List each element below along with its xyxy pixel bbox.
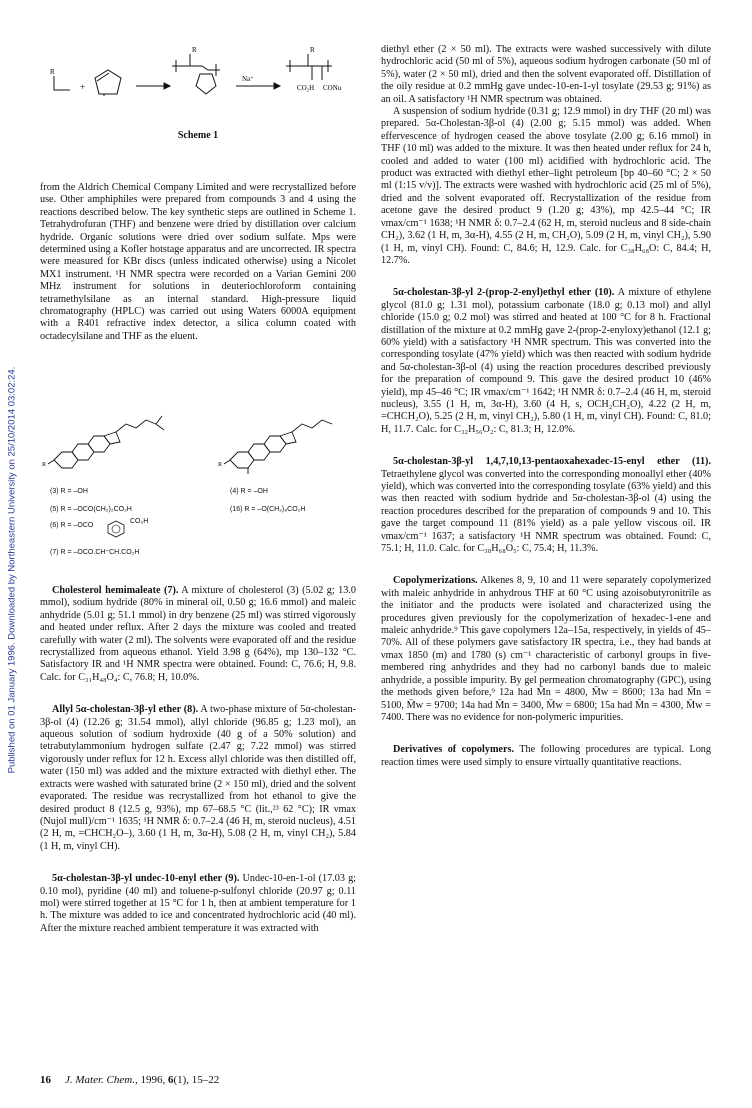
text-compound-9: Undec-10-en-1-ol (17.03 g; 0.10 mol), pyridine (40 ml) and toluene-p-sulfonyl chloride (20.97 g; 0.11 mol) were stirred together at 15 °C for 1 h, then at ambient temperature for 1 h. The mixture was added to ice and concentrated hydrochloric acid (40 ml). After the mixture reached ambient temperature it was extracted with (40, 873, 356, 934)
structure-r-label-right: R (218, 462, 223, 468)
benzene-ring-icon (106, 520, 126, 538)
structures-figure (40, 400, 356, 570)
structure-r-label-left: R (42, 462, 47, 468)
heading-copolymerizations: Copolymerizations. (393, 575, 478, 587)
download-watermark-text: Published on 01 January 1996. Downloaded by Northeastern University on 25/10/2014 03:02:24. (6, 366, 18, 774)
text-copolymerizations: Alkenes 8, 9, 10 and 11 were separately copolymerized with maleic anhydride in anhydrous THF at 60 °C using azoisobutyronitrile as the initiator and the products were isolated and characterized using the procedures given previously for the copolymerization of hexadec-1-ene and maleic anhydride.⁹ This gave copolymers 12a–15a, respectively, in yields of 45–70%. All of these polymers gave satisfactory IR spectra, i.e., they had bands at νmax 1850 (m) and 1780 (s) cm⁻¹ characteristic of carbonyl groups in five-membered ring anhydrides and they had no carbonyl bands due to maleic anhydride, a possible impurity. By gel permeation chromatography (GPC), using the methods given before,⁹ 12a had M̄n = 4800, M̄w = 8600; 13a had M̄n = 5100, M̄w = 9700; 14a had M̄n = 3400, M̄w = 6800; 15a had M̄n = 4300, M̄w = 7400. There was no evidence for non-polymeric impurities. (381, 575, 711, 723)
paragraph-compound-9 (40, 873, 356, 935)
heading-compound-8: Allyl 5α-cholestan-3β-yl ether (8). (52, 704, 199, 716)
download-watermark (2, 250, 22, 890)
page-number: 16 (40, 1074, 51, 1086)
scheme-label-r3: R (310, 46, 315, 54)
scheme-label-conu: CONu (323, 84, 342, 92)
legend-16: (16) R = –O(CH₂)₈CO₂H (230, 506, 306, 513)
paragraph-compound-9-cont: A suspension of sodium hydride (0.31 g; 12.9 mmol) in dry THF (20 ml) was prepared. 5α-Cholestan-3β-ol (4) (2.00 g; 5.15 mmol) was added. When effervescence of hydrogen ceased the above tosylate (2.00 g; 6.16 mmol) in THF (10 ml) was added to the mixture. It was then heated under reflux for 24 h, cooled and added to water (100 ml) acidified with hydrochloric acid. The product was extracted with diethyl ether–light petroleum [bp 40–60 °C; 2 × 50 ml (1:15 v/v)]. The extracts were washed with hydrochloric acid (25 ml of 5%), dried and the solvent evaporated off. Recrystallization of the residue from acetone gave the desired product 9 (1.20 g; 43%), mp 42.5–44 °C; IR νmax/cm⁻¹ 1638; ¹H NMR δ: 0.7–2.4 (62 H, m, steroid nucleus and 8 side-chain CH₂), 3.62 (1 H, m, 3α-H), 4.55 (2 H, m, CH₂O), 5.09 (2 H, m, vinyl CH₂), 5.90 (1 H, m, vinyl CH). Found: C, 84.6; H, 12.9. Calc. for C₃₈H₆₈O: C, 84.4; H, 12.7%. (381, 106, 711, 266)
heading-compound-7: Cholesterol hemimaleate (7). (52, 585, 179, 596)
scheme-label-r1: R (50, 68, 55, 76)
scheme-caption: Scheme 1 (177, 130, 219, 141)
journal-name: J. Mater. Chem., (65, 1074, 138, 1086)
right-column (381, 44, 711, 769)
text-derivatives: The following procedures are typical. Long reaction times were used simply to ensure virtually quantitative reactions. (381, 744, 711, 768)
intro-paragraph: from the Aldrich Chemical Company Limited and were recrystallized before use. Other amphiphiles were prepared from compounds 3 and 4 using the reactions described below. The key synthetic steps are outlined in Scheme 1. Tetrahydrofuran (THF) and benzene were dried by distillation over calcium hydride. Organic solutions were dried over sodium sulfate. Mps were determined using a Kofler hotstage apparatus and are uncorrected. IR spectra were measured for KBr discs (unless indicated otherwise) using a Nicolet MX1 instrument. ¹H NMR spectra were recorded on a Varian Gemini 200 MHz instrument for solutions in deuteriochloroform containing tetramethylsilane as an internal standard. High-pressure liquid chromatography (HPLC) was carried out using Waters 6000A equipment with a R401 refractive index detector, a silica column coated with octadecylsilane and THF as the eluent. (40, 182, 356, 342)
journal-year: 1996, (137, 1074, 168, 1086)
legend-3: (3) R = –OH (50, 488, 88, 495)
paragraph-copolymerizations (381, 575, 711, 724)
heading-derivatives: Derivatives of copolymers. (393, 744, 514, 756)
scheme-plus-sign: + (80, 82, 86, 92)
paragraph-compound-7 (40, 585, 356, 684)
paragraph-compound-10 (381, 287, 711, 436)
heading-compound-9: 5α-cholestan-3β-yl undec-10-enyl ether (9). (52, 873, 240, 885)
steroid-structures-svg (40, 400, 356, 480)
paragraph-compound-11 (381, 456, 711, 555)
scheme-label-r2: R (192, 46, 197, 54)
heading-compound-11: 5α-cholestan-3β-yl 1,4,7,10,13-pentaoxahexadec-15-enyl ether (11). (393, 456, 711, 468)
scheme-label-co2h: CO₂H (297, 84, 315, 92)
scheme-1-reaction-svg (40, 44, 356, 130)
legend-5: (5) R = –OCO(CH₂)₂CO₂H (50, 506, 132, 513)
left-column-procedures (40, 585, 356, 935)
legend-6-co2h: CO₂H (130, 518, 149, 525)
journal-pages: (1), 15–22 (173, 1074, 220, 1086)
legend-6: (6) R = –OCO (50, 522, 94, 529)
text-compound-11: Tetraethylene glycol was converted into the corresponding monoallyl ether (40% yield), which was converted into the corresponding tosylate (63% yield) and this was then reacted with sodium hydride and 5α-cholestan-3β-ol (4) using the reaction procedures described for the preparation of compounds 9 and 10. This gave the target compound 11 (81% yield) as a pale yellow viscous oil. IR νmax/cm⁻¹ 1637; a satisfactory ¹H NMR spectrum was obtained. Found: C, 75.1; H, 11.0. Calc. for C₃₈H₆₈O₅: C, 75.4; H, 11.3%. (381, 468, 711, 555)
left-column-intro (40, 182, 356, 343)
text-compound-7: A mixture of cholesterol (3) (5.02 g; 13.0 mmol), sodium hydride (80% in mineral oil, 0.50 g; 16.6 mmol) and maleic anhydride (5.01 g; 51.1 mmol) in dry benzene (25 ml) was stirred vigorously and heated under reflux. After 2 days the mixture was cooled and treated carefully with water (2 ml). The solvents were evaporated off and the residue recrystallized from aqueous ethanol. Yield 3.98 g (64%), mp 130–132 °C. Satisfactory IR and ¹H NMR spectra were obtained. Found: C, 76.6; H, 9.8. Calc. for C₃₁H₄₈O₄: C, 76.8; H, 10.0%. (40, 585, 357, 683)
journal-volume: 6 (167, 1074, 174, 1086)
text-compound-8: A two-phase mixture of 5α-cholestan-3β-ol (4) (12.26 g; 31.54 mmol), allyl chloride (96.85 g; 1.23 mol), an aqueous solution of sodium hydroxide (40 g of a 50% solution) and tetrabutylammonium hydrogen sulfate (2.47 g; 7.22 mmol) was stirred vigorously under reflux for 12 h. Excess allyl chloride was then distilled off, water (150 ml) was added and the mixture extracted with diethyl ether. The extracts were washed with saturated brine (2 × 150 ml), dried and the solvent evaporated. The residue was recrystallized from hot ethanol to give the desired product 8 (12.5 g, 93%), mp 67–68.5 °C (lit.,²³ 62 °C); IR νmax (Nujol mull)/cm⁻¹ 1635; ¹H NMR δ: 0.7–2.4 (46 H, m, steroid nucleus), 4.51 (2 H, m, =CHCH₂O–), 3.60 (1 H, m, 3α-H), 5.08 (2 H, m, vinyl CH₂), 5.84 (1 H, m, vinyl CH). (40, 704, 356, 852)
legend-7: (7) R = –OCO.CH⁼CH.CO₂H (50, 549, 140, 556)
paragraph-continued: diethyl ether (2 × 50 ml). The extracts were washed successively with dilute hydrochloric acid (50 ml of 5%), aqueous sodium hydrogen carbonate (50 ml of 5%), water (2 × 50 ml), dried and then the solvent evaporated off. Distillation of the oily residue at 0.2 mmHg gave undec-10-en-1-yl tosylate (29.53 g; 91%) as an oil. A satisfactory ¹H NMR spectrum was obtained. (381, 44, 711, 105)
page-footer (40, 1074, 219, 1086)
text-compound-10: A mixture of ethylene glycol (81.0 g; 1.31 mol), potassium carbonate (18.0 g; 0.13 mol) and allyl chloride (15.0 g; 0.2 mol) was stirred and heated at 100 °C for 8 h. Fractional distillation of the mixture at 0.2 mmHg gave 2-(prop-2-enyloxy)ethanol (12.1 g; 60% yield) with a satisfactory ¹H NMR spectrum. This was converted into the corresponding tosylate (47% yield) which was then reacted with sodium hydride and 5α-cholestan-3β-ol (4) using the reaction procedures described previously for the preparation of compound 9. This gave the desired product 10 (46% yield), mp 45–46 °C; IR νmax/cm⁻¹ 1642; ¹H NMR δ: 0.7–2.4 (46 H, m, steroid nucleus), 3.55 (1 H, m, 3α-H), 3.60 (4 H, s, OCH₂CH₂O), 4.22 (2 H, m, =CHCH₂O), 5.25 (2 H, m, vinyl CH₂), 5.80 (1 H, m, vinyl CH). Found: C, 81.0; H, 11.7. Calc. for C₃₂H₅₆O₂: C, 81.3; H, 12.0%. (381, 287, 711, 435)
legend-4: (4) R = –OH (230, 488, 268, 495)
heading-compound-10: 5α-cholestan-3β-yl 2-(prop-2-enyl)ethyl ether (10). (393, 287, 615, 299)
scheme-1-figure (40, 44, 356, 144)
scheme-label-na: Na⁺ (242, 75, 254, 83)
paragraph-derivatives (381, 744, 711, 769)
paragraph-compound-8 (40, 704, 356, 853)
